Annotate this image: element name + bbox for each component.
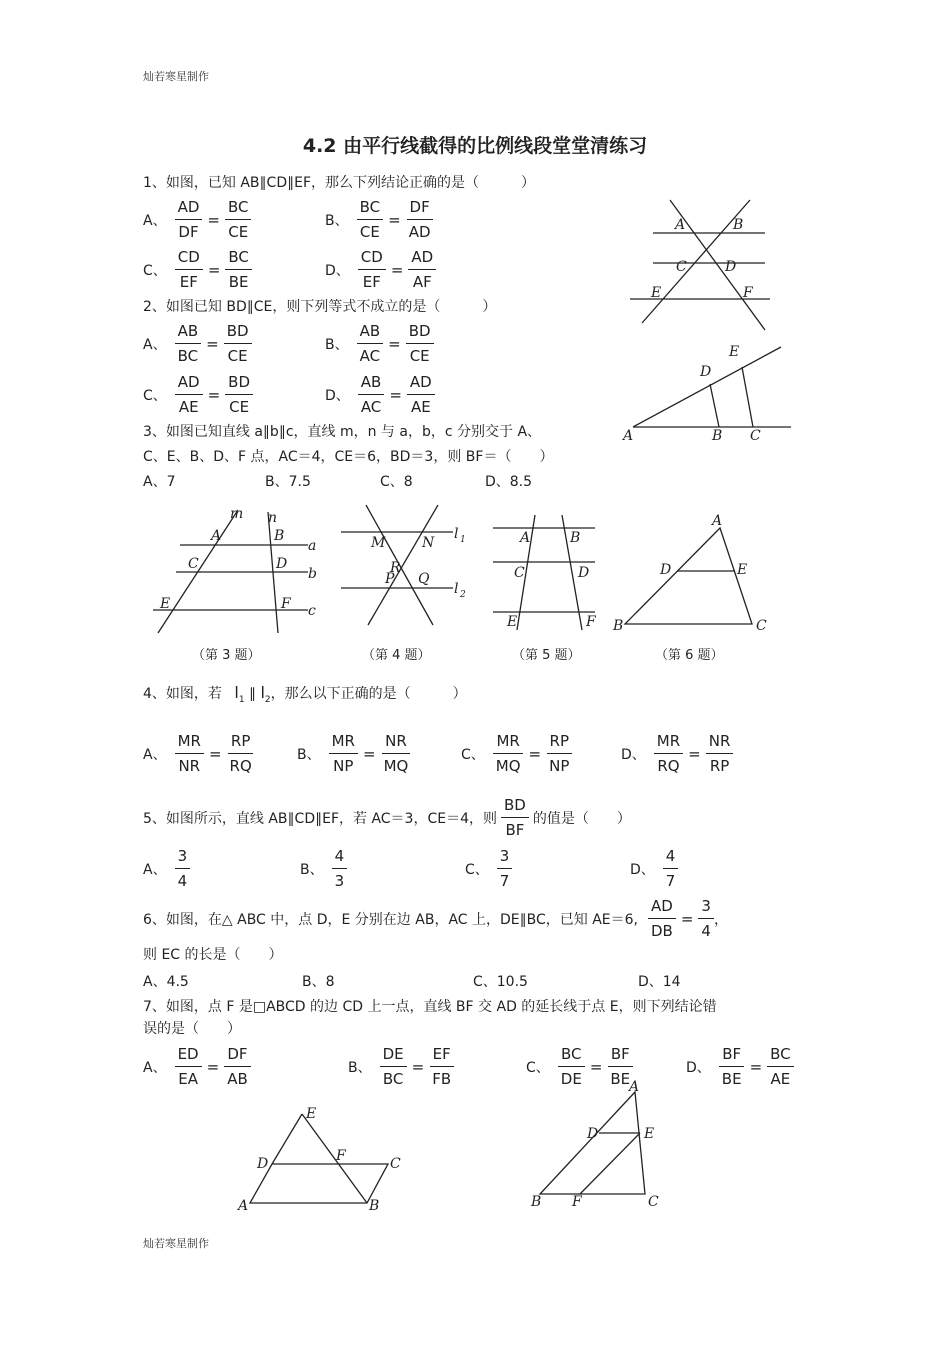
- denominator: 3: [334, 872, 345, 890]
- fraction: [175, 1042, 202, 1091]
- denominator: DF: [178, 223, 199, 241]
- numerator: MR: [654, 729, 683, 754]
- q6-option-d[interactable]: D、14: [638, 974, 681, 990]
- subscript: 1: [460, 535, 466, 545]
- numerator: MR: [493, 729, 522, 754]
- point-label: E: [306, 1106, 317, 1122]
- figure-caption-5: （第 5 题）: [512, 648, 581, 663]
- question-text: 5、如图所示，直线 AB∥CD∥EF，若 AC＝3，CE＝4，则: [143, 810, 497, 827]
- fraction: [501, 793, 529, 842]
- point-label: B: [274, 528, 285, 544]
- numerator: RP: [547, 729, 572, 754]
- line-label: n: [268, 510, 278, 526]
- point-label: A: [520, 530, 531, 546]
- equals: =: [528, 744, 542, 763]
- figure-q1: [625, 195, 800, 335]
- denominator: NP: [549, 757, 570, 775]
- figure-q2: [615, 340, 800, 445]
- option-label: B、: [300, 861, 324, 878]
- point-label: E: [644, 1126, 655, 1142]
- q5-option-b[interactable]: [300, 844, 347, 893]
- equals: =: [749, 1057, 763, 1076]
- numerator: NR: [706, 729, 734, 754]
- point-label: A: [712, 513, 723, 529]
- figure-caption-6: （第 6 题）: [655, 648, 724, 663]
- question-text: 6、如图，在△ ABC 中，点 D，E 分别在边 AB，AC 上，DE∥BC，已知 AE＝6,: [143, 911, 638, 928]
- denominator: BC: [382, 1070, 404, 1088]
- fraction: [175, 844, 191, 893]
- denominator: CE: [229, 398, 250, 416]
- equals: =: [411, 1057, 425, 1076]
- fraction: [224, 319, 252, 368]
- option-label: A、: [143, 336, 167, 353]
- equals: =: [207, 385, 221, 404]
- numerator: BF: [719, 1042, 744, 1067]
- point-label: B: [712, 428, 723, 444]
- line-name: l: [260, 683, 265, 702]
- numerator: AB: [358, 370, 385, 395]
- point-label: P: [385, 571, 395, 587]
- fraction: [719, 1042, 745, 1091]
- q7-option-b[interactable]: [348, 1042, 454, 1091]
- point-label: D: [725, 259, 737, 275]
- numerator: BC: [225, 245, 252, 270]
- line-name: l: [234, 683, 239, 702]
- question-6: [143, 894, 728, 943]
- q5-option-c[interactable]: [465, 844, 512, 893]
- point-label: R: [390, 560, 401, 576]
- figure-q5: [490, 510, 605, 635]
- fraction: [357, 319, 384, 368]
- question-6-line-2: 则 EC 的长是（ ）: [143, 947, 283, 963]
- fraction: [175, 195, 203, 244]
- line-label: m: [230, 506, 244, 522]
- point-label: E: [160, 596, 171, 612]
- denominator: 7: [499, 872, 510, 890]
- q1-option-c[interactable]: [143, 245, 252, 294]
- figure-q3: [148, 500, 328, 640]
- q5-option-a[interactable]: [143, 844, 190, 893]
- line-label: l: [454, 581, 459, 597]
- point-label: C: [676, 259, 687, 275]
- option-label: B、: [297, 746, 321, 763]
- numerator: 3: [175, 844, 191, 869]
- denominator: RQ: [229, 757, 252, 775]
- equals: =: [589, 1057, 603, 1076]
- numerator: BD: [406, 319, 434, 344]
- option-label: D、: [630, 861, 655, 878]
- q3-option-b[interactable]: B、7.5: [265, 474, 311, 490]
- numerator: ED: [175, 1042, 202, 1067]
- option-label: B、: [325, 212, 349, 229]
- point-label: F: [586, 614, 596, 630]
- option-label: C、: [465, 861, 489, 878]
- question-text: 的值是（ ）: [532, 810, 631, 827]
- q4-option-d[interactable]: [621, 729, 733, 778]
- triangle-abc: [625, 528, 752, 624]
- question-3-line-1: 3、如图已知直线 a∥b∥c，直线 m，n 与 a，b，c 分别交于 A、: [143, 424, 542, 440]
- point-label: C: [514, 565, 525, 581]
- segment-ce: [742, 367, 753, 427]
- fraction: [175, 319, 202, 368]
- fraction: [648, 894, 676, 943]
- numerator: BC: [357, 195, 384, 220]
- point-label: E: [729, 344, 740, 360]
- point-label: A: [238, 1198, 249, 1214]
- q4-option-b[interactable]: [297, 729, 411, 778]
- option-label: C、: [526, 1059, 550, 1076]
- page-title: 4.2 由平行线截得的比例线段堂堂清练习: [302, 135, 648, 157]
- q7-option-a[interactable]: [143, 1042, 251, 1091]
- figure-q4: [338, 500, 478, 630]
- numerator: 3: [497, 844, 513, 869]
- triangle-abc: [540, 1092, 645, 1194]
- option-label: B、: [348, 1059, 372, 1076]
- equals: =: [206, 1057, 220, 1076]
- fraction: [175, 729, 204, 778]
- denominator: CE: [409, 347, 430, 365]
- question-text: ，那么以下正确的是（ ）: [270, 686, 467, 702]
- numerator: BD: [224, 319, 252, 344]
- denominator: EA: [178, 1070, 198, 1088]
- denominator: AC: [360, 398, 382, 416]
- segment-de: [272, 1114, 302, 1164]
- equals: =: [207, 210, 220, 229]
- denominator: AE: [178, 398, 199, 416]
- point-label: D: [587, 1126, 599, 1142]
- numerator: AB: [175, 319, 202, 344]
- point-label: B: [733, 217, 744, 233]
- numerator: 3: [698, 894, 714, 919]
- denominator: AF: [412, 273, 432, 291]
- point-label: Q: [418, 571, 430, 587]
- denominator: AE: [770, 1070, 791, 1088]
- q6-option-c[interactable]: C、10.5: [473, 974, 528, 990]
- parallel-symbol: ∥: [249, 686, 257, 702]
- fraction: [698, 894, 714, 943]
- point-label: C: [390, 1156, 401, 1172]
- denominator: 4: [177, 872, 188, 890]
- q1-option-d[interactable]: [325, 245, 436, 294]
- equals: =: [362, 744, 376, 763]
- q3-option-c[interactable]: C、8: [380, 474, 413, 490]
- fraction: [546, 729, 572, 778]
- fraction: [406, 319, 434, 368]
- fraction: [329, 729, 358, 778]
- point-label: D: [578, 565, 590, 581]
- fraction: [332, 844, 348, 893]
- punctuation: ，: [713, 911, 728, 928]
- question-7-line-2: 误的是（ ）: [143, 1021, 241, 1037]
- option-label: A、: [143, 746, 167, 763]
- equals: =: [388, 334, 401, 353]
- q7-option-d[interactable]: [686, 1042, 794, 1091]
- denominator: AC: [359, 347, 381, 365]
- point-label: C: [188, 556, 199, 572]
- numerator: DF: [224, 1042, 250, 1067]
- numerator: MR: [175, 729, 204, 754]
- point-label: A: [675, 217, 686, 233]
- question-5: [143, 793, 631, 842]
- denominator: NR: [178, 757, 201, 775]
- question-text: 4、如图，若: [143, 686, 222, 702]
- denominator: CE: [359, 223, 380, 241]
- fraction: [429, 1042, 454, 1091]
- option-label: D、: [686, 1059, 711, 1076]
- point-label: A: [211, 528, 222, 544]
- numerator: AD: [648, 894, 676, 919]
- q3-option-a[interactable]: A、7: [143, 474, 176, 490]
- fraction: [225, 195, 252, 244]
- q3-option-d[interactable]: D、8.5: [485, 474, 533, 490]
- numerator: BC: [558, 1042, 585, 1067]
- point-label: M: [371, 535, 386, 551]
- figure-caption-3: （第 3 题）: [192, 648, 261, 663]
- q2-option-a[interactable]: [143, 319, 252, 368]
- denominator: CE: [227, 347, 248, 365]
- equals: =: [389, 385, 402, 404]
- option-label: C、: [143, 387, 167, 404]
- equals: =: [207, 260, 221, 279]
- question-2: 2、如图已知 BD∥CE，则下列等式不成立的是（ ）: [143, 299, 497, 315]
- option-label: C、: [143, 262, 167, 279]
- option-label: B、: [325, 336, 349, 353]
- equals: =: [206, 334, 219, 353]
- fraction: [225, 245, 252, 294]
- fraction: [358, 370, 385, 419]
- fraction: [380, 1042, 407, 1091]
- option-label: C、: [461, 746, 485, 763]
- denominator: BF: [505, 821, 525, 839]
- fraction: [357, 195, 384, 244]
- denominator: AB: [227, 1070, 248, 1088]
- figure-caption-4: （第 4 题）: [362, 648, 431, 663]
- point-label: B: [613, 618, 624, 634]
- point-label: D: [257, 1156, 269, 1172]
- fraction: [225, 370, 253, 419]
- denominator: CE: [228, 223, 249, 241]
- numerator: BC: [225, 195, 252, 220]
- numerator: DF: [407, 195, 433, 220]
- point-label: F: [336, 1148, 346, 1164]
- equals: =: [688, 744, 701, 763]
- q5-option-d[interactable]: [630, 844, 678, 893]
- equals: =: [388, 210, 401, 229]
- parallelogram-abcd: [250, 1164, 388, 1203]
- point-label: C: [756, 618, 767, 634]
- equals: =: [208, 744, 222, 763]
- denominator: RQ: [657, 757, 680, 775]
- point-label: F: [572, 1194, 582, 1210]
- numerator: 4: [332, 844, 348, 869]
- numerator: RP: [228, 729, 253, 754]
- denominator: EF: [179, 273, 198, 291]
- option-label: D、: [325, 387, 350, 404]
- fraction: [663, 844, 679, 893]
- numerator: NR: [382, 729, 410, 754]
- equals: =: [390, 260, 404, 279]
- denominator: MQ: [383, 757, 409, 775]
- figure-q7-triangle: [525, 1080, 670, 1215]
- page-footer: 灿若寒星制作: [143, 1237, 209, 1250]
- point-label: D: [700, 364, 712, 380]
- page-header: 灿若寒星制作: [143, 70, 209, 83]
- numerator: EF: [430, 1042, 454, 1067]
- point-label: E: [507, 614, 518, 630]
- numerator: CD: [175, 245, 203, 270]
- point-label: N: [422, 535, 435, 551]
- denominator: BC: [177, 347, 199, 365]
- point-label: A: [629, 1080, 640, 1095]
- denominator: 7: [665, 872, 676, 890]
- slanted-line: [633, 347, 781, 427]
- fraction: [224, 1042, 251, 1091]
- q4-option-a[interactable]: [143, 729, 255, 778]
- q1-option-a[interactable]: [143, 195, 251, 244]
- denominator: RP: [709, 757, 730, 775]
- line-label: c: [308, 603, 316, 619]
- denominator: DE: [560, 1070, 582, 1088]
- denominator: 4: [701, 922, 711, 940]
- denominator: BE: [721, 1070, 742, 1088]
- point-label: F: [281, 596, 291, 612]
- equals: =: [680, 909, 694, 928]
- point-label: B: [531, 1194, 542, 1210]
- numerator: BC: [767, 1042, 794, 1067]
- q4-option-c[interactable]: [461, 729, 572, 778]
- denominator: NP: [333, 757, 354, 775]
- segment-bd: [710, 384, 719, 427]
- figure-q7-parallelogram: [230, 1100, 415, 1215]
- q2-option-c[interactable]: [143, 370, 253, 419]
- point-label: C: [648, 1194, 659, 1210]
- point-label: E: [737, 562, 748, 578]
- numerator: BF: [608, 1042, 633, 1067]
- point-label: B: [369, 1198, 380, 1214]
- numerator: BD: [225, 370, 253, 395]
- denominator: AE: [410, 398, 431, 416]
- fraction: [175, 370, 203, 419]
- q2-option-b[interactable]: [325, 319, 434, 368]
- denominator: FB: [432, 1070, 452, 1088]
- denominator: BE: [610, 1070, 631, 1088]
- fraction: [497, 844, 513, 893]
- fraction: [406, 195, 434, 244]
- option-label: D、: [621, 746, 646, 763]
- subscript: 2: [460, 590, 466, 600]
- question-4: [143, 683, 467, 705]
- point-label: E: [651, 285, 662, 301]
- option-label: A、: [143, 861, 167, 878]
- option-label: A、: [143, 1059, 167, 1076]
- segment-eb: [302, 1114, 367, 1203]
- point-label: C: [750, 428, 761, 444]
- fraction: [408, 245, 436, 294]
- numerator: MR: [329, 729, 358, 754]
- numerator: AD: [408, 245, 436, 270]
- question-7-line-1: 7、如图，点 F 是□ABCD 的边 CD 上一点，直线 BF 交 AD 的延长线于点 E，则下列结论错: [143, 999, 717, 1015]
- subscript: 1: [238, 694, 245, 705]
- numerator: CD: [358, 245, 386, 270]
- line-label: a: [308, 538, 317, 554]
- fraction: [493, 729, 524, 778]
- numerator: BD: [501, 793, 529, 818]
- line-label: b: [308, 566, 317, 582]
- denominator: EF: [362, 273, 381, 291]
- point-label: F: [743, 285, 753, 301]
- fraction: [358, 245, 386, 294]
- point-label: D: [276, 556, 288, 572]
- numerator: AD: [175, 195, 203, 220]
- option-label: A、: [143, 212, 167, 229]
- line-label: l: [454, 526, 459, 542]
- q1-option-b[interactable]: [325, 195, 434, 244]
- numerator: DE: [380, 1042, 407, 1067]
- q2-option-d[interactable]: [325, 370, 435, 419]
- numerator: AD: [407, 370, 435, 395]
- fraction: [227, 729, 255, 778]
- denominator: AD: [408, 223, 431, 241]
- transversal-2: [368, 505, 438, 625]
- point-label: D: [660, 562, 672, 578]
- numerator: 4: [663, 844, 679, 869]
- numerator: AB: [357, 319, 384, 344]
- fraction: [767, 1042, 794, 1091]
- numerator: AD: [175, 370, 203, 395]
- fraction: [654, 729, 683, 778]
- q6-option-a[interactable]: A、4.5: [143, 974, 189, 990]
- point-label: B: [570, 530, 581, 546]
- fraction: [175, 245, 203, 294]
- denominator: DB: [651, 922, 673, 940]
- point-label: A: [623, 428, 634, 444]
- fraction: [706, 729, 734, 778]
- fraction: [381, 729, 412, 778]
- fraction: [407, 370, 435, 419]
- option-label: D、: [325, 262, 350, 279]
- question-1: 1、如图，已知 AB∥CD∥EF，那么下列结论正确的是（ ）: [143, 175, 535, 191]
- q6-option-b[interactable]: B、8: [302, 974, 335, 990]
- question-3-line-2: C、E、B、D、F 点，AC＝4，CE＝6，BD＝3，则 BF＝（ ）: [143, 449, 554, 465]
- subscript: 2: [264, 694, 271, 705]
- figure-q6: [610, 512, 780, 637]
- denominator: MQ: [495, 757, 521, 775]
- denominator: BE: [228, 273, 249, 291]
